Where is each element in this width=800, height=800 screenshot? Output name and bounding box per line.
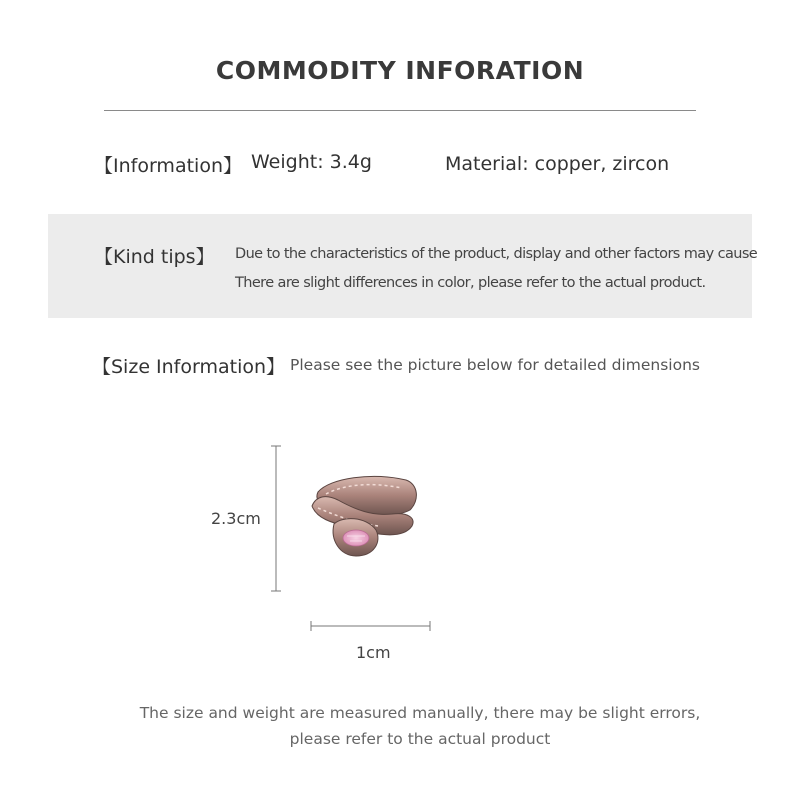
snake-ring-image: [312, 476, 416, 556]
footer-note-line-2: please refer to the actual product: [289, 730, 551, 748]
material-text: Material: copper, zircon: [445, 153, 670, 175]
width-dimension-line: [311, 621, 430, 631]
width-label: 1cm: [356, 643, 391, 662]
page-title: COMMODITY INFORATION: [215, 56, 585, 85]
size-information-label: 【Size Information】: [92, 356, 286, 378]
weight-text: Weight: 3.4g: [251, 151, 372, 173]
kind-tips-label: 【Kind tips】: [94, 246, 215, 268]
kind-tips-line-2: There are slight differences in color, please refer to the actual product.: [235, 275, 706, 291]
size-description: Please see the picture below for detailed dimensions: [290, 356, 700, 374]
height-label: 2.3cm: [211, 509, 261, 528]
kind-tips-line-1: Due to the characteristics of the product, display and other factors may cause: [235, 246, 758, 262]
information-label: 【Information】: [94, 155, 242, 177]
height-dimension-line: [271, 446, 281, 591]
footer-note-line-1: The size and weight are measured manually, there may be slight errors,: [139, 704, 701, 722]
